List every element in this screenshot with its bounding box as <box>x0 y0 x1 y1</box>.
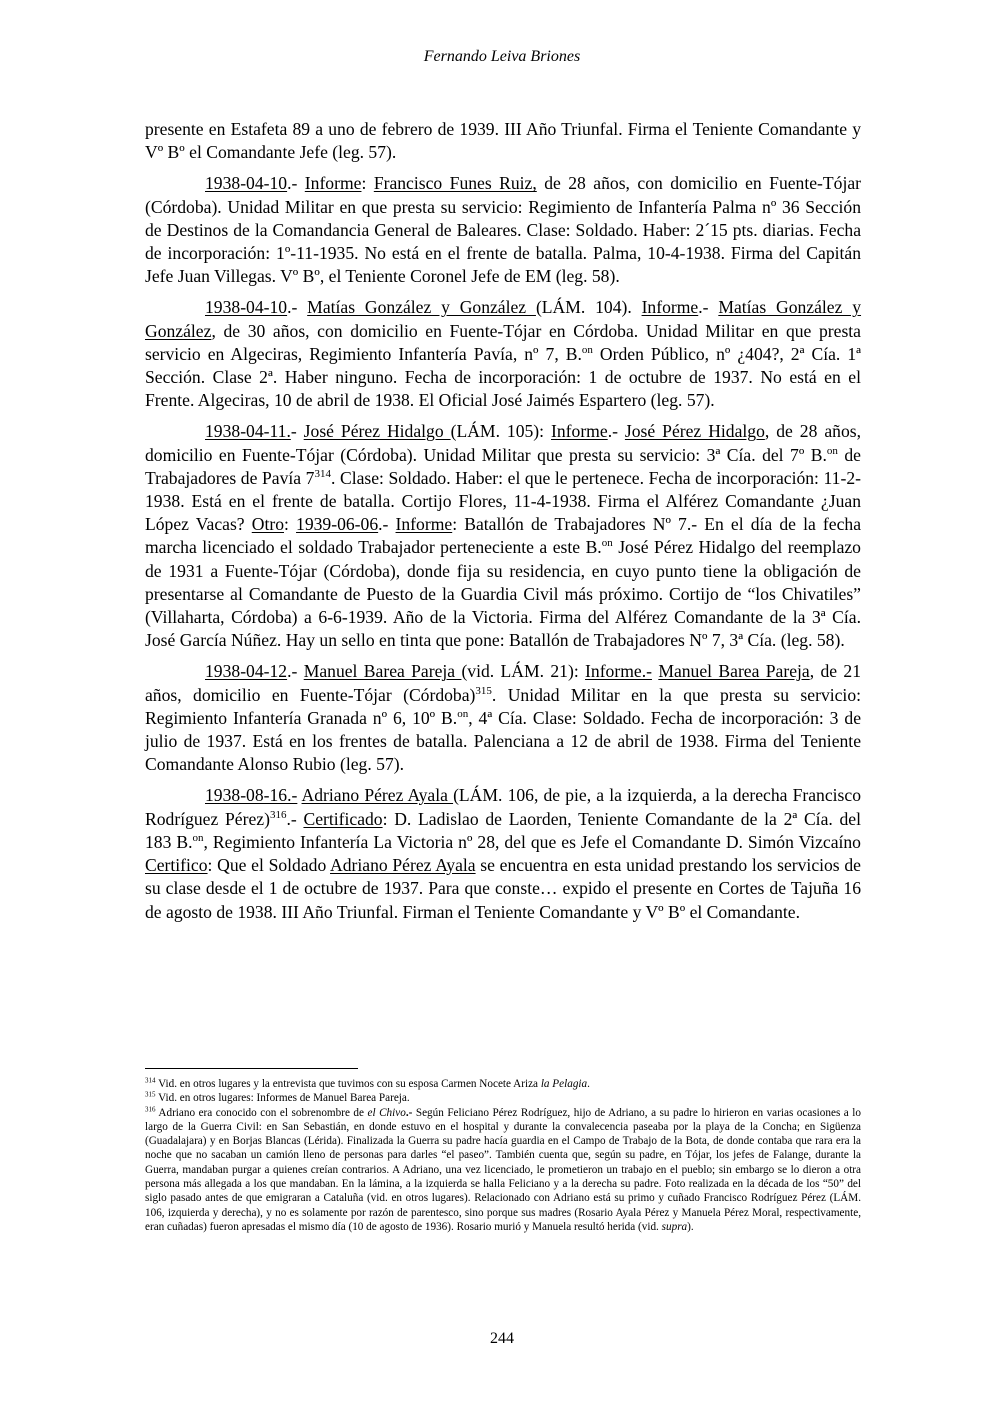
superscript: on <box>457 708 469 721</box>
person-name: José Pérez Hidalgo <box>624 421 765 442</box>
person-name: Matías González y González <box>307 297 536 318</box>
paragraph-continuation: presente en Estafeta 89 a uno de febrero de 1939. III Año Triunfal. Firma el Teniente Comandante y Vº Bº el Comandante Jefe (leg. 57). <box>145 119 861 163</box>
entry-paragraph: 1938-04-10.- Informe: Francisco Funes Ruiz, de 28 años, con domicilio en Fuente-Tójar (Córdoba). Unidad Militar en que presta su servicio: Regimiento de Infantería Palma nº 36 Sección de Destinos de la Comandancia General de Baleares. Clase: Soldado. Haber: 2´15 pts. diarias. Fecha de incorporación: 1º-11-1935. No está en el frente de batalla. Palma, 10-4-1938. Firma del Capitán Jefe Juan Villegas. Vº Bº, el Teniente Coronel Jefe de EM (leg. 58). <box>145 173 861 287</box>
person-name: José Pérez Hidalgo <box>303 421 451 442</box>
superscript: on <box>581 343 593 356</box>
other-label: Otro <box>251 514 284 535</box>
entry-paragraph: 1938-04-10.- Matías González y González (LÁM. 104). Informe.- Matías González y González, de 30 años, con domicilio en Fuente-Tójar en Córdoba. Unidad Militar en que presta servicio en Algeciras, Regimiento Infantería Pavía, nº 7, B.$^{on}$ Orden Público, nº ¿404?, 2ª Cía. 1ª Sección. Clase 2ª. Haber ninguno. Fecha de incorporación: 1 de octubre de 1937. No está en el Frente. Algeciras, 10 de abril de 1938. El Oficial José Jaimés Espartero (leg. 57). <box>145 297 862 411</box>
superscript: on <box>601 537 613 550</box>
footnotes <box>145 1077 861 1234</box>
footnote-315: $^{315}$ Vid. en otros lugares: Informes de Manuel Barea Pareja. <box>145 1090 410 1105</box>
footnote-ref: 316 <box>269 808 287 821</box>
running-header: Fernando Leiva Briones <box>423 48 581 65</box>
footnote-number: 316 <box>145 1104 156 1113</box>
entry-date: 1938-04-10 <box>205 297 288 318</box>
body-text <box>145 118 861 932</box>
entry-date: 1938-04-11. <box>205 421 291 442</box>
footnote-ref: 315 <box>475 684 492 697</box>
document-type: Informe <box>304 173 362 194</box>
entry-date: 1938-04-10 <box>205 173 288 194</box>
entry-date: 1938-08-16.- <box>205 785 298 806</box>
entry-date: 1939-06-06 <box>296 514 379 535</box>
footnote-314: $^{314}$ Vid. en otros lugares y la entrevista que tuvimos con su esposa Carmen Nocete Ariza la Pelagia. <box>145 1076 590 1090</box>
person-name: Adriano Pérez Ayala <box>301 785 454 806</box>
entry-paragraph: 1938-04-12.- Manuel Barea Pareja (vid. LÁM. 21): Informe.- Manuel Barea Pareja, de 21 años, domicilio en Fuente-Tójar (Córdoba)$^{315}$. Unidad Militar en la que presta su servicio: Regimiento Infantería Granada nº 6, 10º B.$^{on}$, 4ª Cía. Clase: Soldado. Fecha de incorporación: 3 de julio de 1937. Está en los frentes de batalla. Palenciana a 12 de abril de 1938. Firma del Teniente Comandante Alonso Rubio (leg. 57). <box>145 661 862 775</box>
footnote-number: 315 <box>145 1090 156 1099</box>
document-type: Informe.- <box>585 661 652 682</box>
superscript: on <box>192 832 204 845</box>
entry-paragraph: 1938-08-16.- Adriano Pérez Ayala (LÁM. 106, de pie, a la izquierda, a la derecha Francisco Rodríguez Pérez)$^{316}$.- Certificado: D. Ladislao de Laorden, Teniente Comandante de la 2ª Cía. del 183 B.$^{on}$, Regimiento Infantería La Victoria nº 28, del que es Jefe el Comandante D. Simón Vizcaíno Certifico: Que el Soldado Adriano Pérez Ayala se encuentra en esta unidad prestando los servicios de su clase desde el 1 de octubre de 1937. Para que conste… expido el presente en Cortes de Tajuña 16 de agosto de 1938. III Año Triunfal. Firman el Teniente Comandante y Vº Bº el Comandante. <box>145 785 862 922</box>
person-name: Manuel Barea Pareja <box>658 661 810 682</box>
entry-date: 1938-04-12 <box>205 661 288 682</box>
person-name: Francisco Funes Ruiz, <box>373 173 537 194</box>
footnote-number: 314 <box>145 1076 156 1085</box>
person-name: Manuel Barea Pareja <box>303 661 462 682</box>
document-type: Informe <box>641 297 699 318</box>
entry-paragraph: 1938-04-11.- José Pérez Hidalgo (LÁM. 105): Informe.- José Pérez Hidalgo, de 28 años, domicilio en Fuente-Tójar (Córdoba). Unidad Militar que presta su servicio: 3ª Cía. del 7º B.$^{on}$ de Trabajadores de Pavía $7^{314}$. Clase: Soldado. Haber: el que le pertenece. Fecha de incorporación: 11-2-1938. Está en el frente de batalla. Cortijo Flores, 11-4-1938. Firma el Alférez Comandante ¿Juan López Vacas? Otro: 1939-06-06.- Informe: Batallón de Trabajadores Nº 7.- En el día de la fecha marcha licenciado el soldado Trabajador perteneciente a este B.$^{on}$ José Pérez Hidalgo del reemplazo de 1931 a Fuente-Tójar (Córdoba), donde fija su residencia, en cuyo punto tiene la obligación de presentarse al Comandante de Puesto de la Guardia Civil más próximo. Cortijo de “los Chivatiles” (Villaharta, Córdoba) a 6-6-1939. Año de la Victoria. Firma del Alférez Comandante de la 3ª Cía. José García Núñez. Hay un sello en tinta que pone: Batallón de Trabajadores Nº 7, 3ª Cía. (leg. 58). <box>145 421 862 651</box>
document-type: Informe <box>395 514 453 535</box>
document-type: Informe <box>551 421 608 442</box>
page-number: 244 <box>490 1330 514 1347</box>
certifico-label: Certifico <box>145 855 208 876</box>
person-name: Adriano Pérez Ayala <box>330 855 476 876</box>
document-type: Certificado <box>303 808 383 829</box>
person-name: Matías González y González <box>145 297 862 341</box>
footnote-separator <box>145 1068 358 1069</box>
superscript: on <box>826 444 838 457</box>
footnote-ref: 314 <box>314 467 331 480</box>
footnote-316: $^{316}$ Adriano era conocido con el sobrenombre de el Chivo.- Según Feliciano Pérez Rodríguez, hijo de Adriano, a su padre lo hirieron en varias ocasiones a lo largo de la Guerra Civil: en San Sebastián, en donde estuvo en el hospital y durante la convalecencia paseaba por la playa de la Concha; en Sigüenza (Guadalajara) y en Borjas Blancas (Lérida). Finalizada la Guerra su padre hacía guardia en el Campo de Trabajo de la Bota, de donde contaba que rara era la noche que no sacaban un camión lleno de personas para darles “el paseo”. También cuenta que, según su padre, en Tójar, los jefes de Falange, durante la Guerra, mandaban purgar a quienes creían contrarios. A Adriano, una vez licenciado, le prometieron un trabajo en el pueblo; sin embargo se lo dieron a otra persona más allegada a los que mandaban. En la lámina, a la izquierda se halla Feliciano y a la derecha su padre. Foto realizada en la década de los “50” del siglo pasado antes de que emigraran a Cataluña (vid. en otros lugares). Relacionado con Adriano está su primo y cuñado Francisco Rodríguez Pérez (LÁM. 106, izquierda y derecha), y no es solamente por razón de parentesco, sino porque sus madres (Rosario Ayala Pérez y Manuela Pérez Moral, respectivamente, eran cuñadas) fueron apresadas el mismo día (10 de agosto de 1936). Rosario murió y Manuela resultó herida (vid. supra). <box>145 1104 861 1233</box>
